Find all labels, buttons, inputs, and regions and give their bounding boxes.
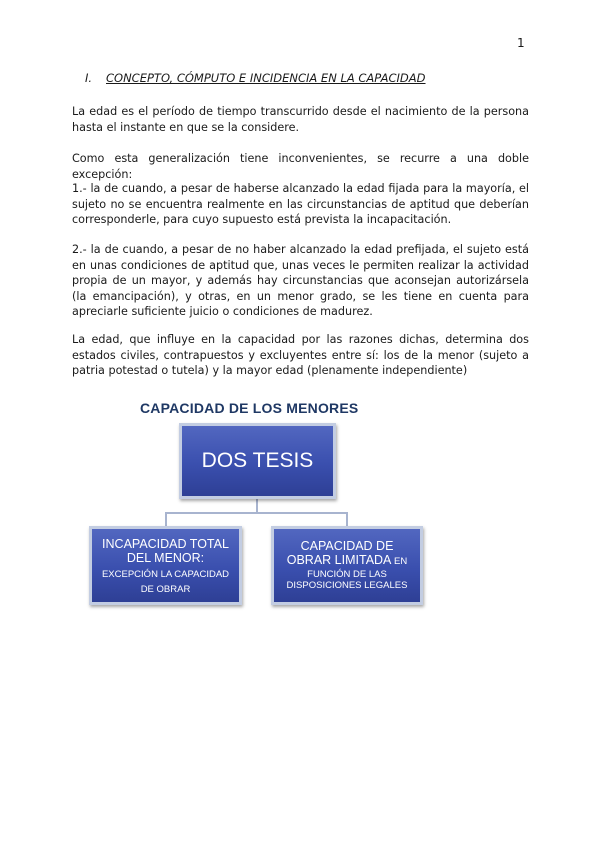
- paragraph-exception-2: 2.- la de cuando, a pesar de no haber alcanzado la edad prefijada, el sujeto está en unas condiciones de aptitud que, unas veces le permiten realizar la actividad propia de un mayor, y además hay circunstancias que aconsejan autorizársela (la emancipación), y otras, en un menor grado, se les tiene en cuenta para apreciarle suficiente juicio o condiciones de madurez.: [72, 243, 529, 318]
- page-number: 1: [517, 36, 525, 50]
- connector-left-down: [165, 512, 167, 526]
- diagram-title: CAPACIDAD DE LOS MENORES: [140, 400, 359, 416]
- left-box-line2: DEL MENOR:: [126, 551, 205, 565]
- left-box-sub2: DE OBRAR: [140, 584, 191, 595]
- root-label: DOS TESIS: [201, 449, 314, 472]
- right-box-sub1: FUNCIÓN DE LAS: [307, 569, 387, 580]
- right-box-line1: CAPACIDAD DE: [300, 539, 394, 553]
- section-number: I.: [85, 71, 93, 85]
- paragraph-civil-states: La edad, que influye en la capacidad por las razones dichas, determina dos estados civiles, contrapuestos y excluyentes entre sí: los de la menor (sujeto a patria potestad o tutela) y la mayor edad (plenamente independiente): [72, 333, 529, 377]
- diagram-root-box: [179, 423, 336, 499]
- right-box-sub2: DISPOSICIONES LEGALES: [286, 580, 408, 591]
- diagram-left-box: [89, 526, 242, 605]
- paragraph-exception-intro: Como esta generalización tiene inconvenientes, se recurre a una doble excepción:: [72, 152, 529, 181]
- left-box-line1: INCAPACIDAD TOTAL: [102, 537, 229, 551]
- paragraph-exception-1: 1.- la de cuando, a pesar de haberse alcanzado la edad fijada para la mayoría, el sujeto no se encuentra realmente en las circunstancias de aptitud que deberían corresponderle, para cuyo supuesto está prevista la incapacitación.: [72, 182, 529, 226]
- section-heading: [85, 71, 426, 85]
- right-box-line2-suffix: EN: [391, 556, 408, 567]
- paragraph-definition: La edad es el período de tiempo transcurrido desde el nacimiento de la persona hasta el instante en que se la considere.: [72, 105, 529, 134]
- diagram-right-box: [271, 526, 423, 605]
- right-box-line2: OBRAR LIMITADA: [286, 553, 392, 567]
- section-title: CONCEPTO, CÓMPUTO E INCIDENCIA EN LA CAPACIDAD: [106, 71, 426, 85]
- connector-right-down: [346, 512, 348, 526]
- connector-horizontal: [165, 512, 348, 514]
- connector-root-down: [256, 499, 258, 513]
- left-box-sub1: EXCEPCIÓN LA CAPACIDAD: [101, 569, 230, 580]
